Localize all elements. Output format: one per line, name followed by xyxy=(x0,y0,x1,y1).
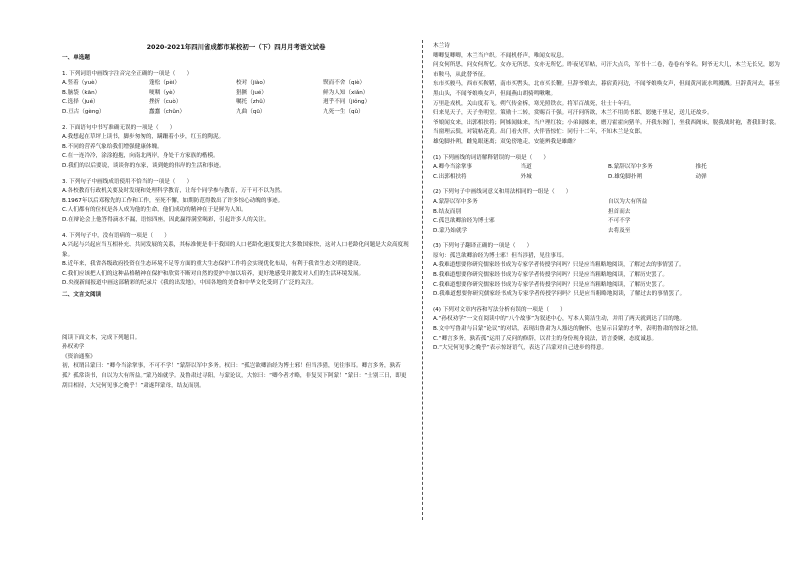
column-divider xyxy=(422,40,423,520)
option: A.我想起在草坪上读书，脚步匆匆的，蹒跚着小步，红玉的陶泥。 xyxy=(62,134,225,141)
option: A.卿今当涂掌事 xyxy=(433,164,473,171)
option: D.雄兔脚扑朔 xyxy=(608,173,643,180)
left-column xyxy=(62,42,410,391)
option: C.我们应该把人们的这种品格精神在保护和欣赏不断对自然的爱护中加以培养，更好地感受并激发对人们的生活环境发展。 xyxy=(62,270,365,277)
option: D.“大兄何见事之晚乎”表示惊讶语气，表达了吕蒙对自己进步的得意。 xyxy=(433,345,608,352)
option: D.我难道想要你研究儒家经书成为专家学者传授学问吗？只是应当粗略地阅读，了解过去的事情罢了。 xyxy=(433,291,686,298)
option: C.孤岂欲卿治经为博士邪 xyxy=(433,218,495,225)
option-gloss: 动弹 xyxy=(695,173,707,180)
option: 迥乎不同（jiǒng） xyxy=(323,99,371,106)
option: 蓬松（pèi） xyxy=(149,80,180,87)
poem-paragraph: 雄兔脚扑朔，雌兔眼迷离；双兔傍地走，安能辨我是雄雌？ xyxy=(433,138,579,145)
option-pair xyxy=(433,217,783,227)
option: C.我难道想要你研究儒家经书成为专家学者传授学问吗？只是应当粗略地阅读，了解历史罢了。 xyxy=(433,281,669,288)
option: B.近年来，我省各级政府投资在生态环境不足等方面的重大生态保护工作将会实现优化布局，有利于我省生态文明的建设。 xyxy=(62,261,365,268)
option-gloss: 当道 xyxy=(520,164,532,171)
poem-paragraph: 归来见天子，天子坐明堂。策勋十二转，赏赐百千强。可汗问所欲，木兰不用尚书郎，愿驰千里足，送儿还故乡。 xyxy=(433,110,713,117)
option-pair xyxy=(433,208,783,218)
reading-intro: 阅读下面文本，完成下列题目。 xyxy=(62,334,141,341)
option: B.结友而别 xyxy=(433,208,461,215)
option-row xyxy=(433,173,783,183)
question-7 xyxy=(433,242,783,300)
option: B.1967年以后邓稼先的工作和工作，至死不懈，如期防范得数出了许多惊心动魄的事迹。 xyxy=(62,197,284,204)
question-stem: 4. 下列句子中，没有语病的一项是（ ） xyxy=(62,232,170,239)
option: A.蒙辞以军中多务 xyxy=(433,198,478,205)
option: B.文中写鲁肃与吕蒙“论议”的对话，表现出鲁肃为人豁达的胸怀，也显示吕蒙的才华，表明鲁肃的惊讶之情。 xyxy=(433,326,702,333)
poem-paragraph: 万里赴戎机，关山度若飞。朔气传金柝，寒光照铁衣。将军百战死，壮士十年归。 xyxy=(433,100,635,107)
option: A.我难道想要你研究儒家经书成为专家学者传授学问吗？只是应当粗略地阅读，了解过去的事情罢了。 xyxy=(433,262,685,269)
poem-paragraph: 问女何所思，问女何所忆。女亦无所思，女亦无所忆。昨夜见军帖，可汗大点兵，军书十二卷，卷卷有爷名。阿爷无大儿，木兰无长兄，愿为市鞍马，从此替爷征。 xyxy=(433,62,780,78)
option: C.出郭相扶将 xyxy=(433,173,467,180)
question-6 xyxy=(433,188,783,236)
option-row xyxy=(62,89,410,99)
question-stem: (4) 下列对文章内容和写法分析有误的一项是（ ） xyxy=(433,306,566,313)
option: 九曲（qū） xyxy=(236,108,266,115)
option: 锲而不舍（qiè） xyxy=(323,80,366,87)
option: A.竖着（yuè） xyxy=(62,80,101,87)
option: B.脑袋（kān） xyxy=(62,89,101,96)
option: A.“孙权劝学”一文在阅读中的“八个故事”为叙述中心，写本人简洁生动，并用了两天就到达了目的地。 xyxy=(433,316,686,323)
question-5 xyxy=(433,154,783,183)
question-stem: (2) 下列句子中画线词意义和用法相同的一组是（ ） xyxy=(433,189,572,196)
passage-title: 孙权劝学 xyxy=(62,344,85,351)
option: 嘱托（zhǔ） xyxy=(236,99,269,106)
poem-paragraph: 爷娘闻女来，出郭相扶将；阿姊闻妹来，当户理红妆；小弟闻姊来，磨刀霍霍向猪羊。开我东阁门，坐我西阁床，脱我战时袍，著我旧时裳。当窗理云鬓，对镜帖花黄。出门看火伴，火伴皆惊忙：同行十二年，不知木兰是女郎。 xyxy=(433,119,780,136)
question-4 xyxy=(62,232,410,290)
option: 哽咽（yè） xyxy=(149,89,179,96)
option-row xyxy=(62,79,410,89)
question-stem: (3) 下列句子翻译正确的一项是（ ） xyxy=(433,243,533,250)
option: C.在一连冷冷，涂涂抱抱，向南北两岸，身处千方家族的楷模。 xyxy=(62,153,219,160)
poem-title: 木兰诗 xyxy=(433,43,450,49)
question-3 xyxy=(62,178,410,226)
option: C.人们都有的位权是各人成为他的生命，他们成功的精神在于是鲜为人知。 xyxy=(62,207,247,214)
option: A.兴起与兴起应当互相补充、共同发展的关系，其标准便是非于我国的人口老龄化速度要比大多数国家快，这对人口老龄化问题是大众高度现象。 xyxy=(62,242,409,258)
option: D.我们的以后要说，谈谈你的东家，谈到她的伟岸的生活和事迹。 xyxy=(62,162,225,169)
option: B.蒙辞以军中多务 xyxy=(608,164,653,171)
option: 猖獗（jué） xyxy=(236,89,267,96)
question-stem: 2. 下面语句中书写准确无误的一项是（ ） xyxy=(62,124,176,131)
option-gloss: 外城 xyxy=(520,173,532,180)
option-pair xyxy=(433,198,783,208)
section-heading-classical-reading: 二、文言文阅读 xyxy=(62,292,102,299)
option: 自以为大有所益 xyxy=(608,198,648,205)
option: C.“卿言多务，孰若孤”运用了反问的修辞，以君主的身份现身说法，语言委婉，态度诚恳。 xyxy=(433,335,658,342)
poem-paragraph: 唧唧复唧唧，木兰当户织。不闻机杼声，唯闻女叹息。 xyxy=(433,52,568,59)
option: D.亘古（gèng） xyxy=(62,108,105,115)
option: 挫折（cuò） xyxy=(149,99,182,106)
option: B.不同的营养气象给我们增强健康体魄。 xyxy=(62,143,163,150)
option: D.央视新闻报道中画这部精彩的纪录片《我的出发地》，中国各地的美食和中华文化受到了广泛的关注。 xyxy=(62,280,318,287)
option: 鲜为人知（xiǎn） xyxy=(323,89,369,96)
option: D.在辩论会上他答得滴水不漏，语惊四座，因此赢得满堂喝彩，引起许多人的关注。 xyxy=(62,216,270,223)
option: 校对（jiào） xyxy=(236,80,269,87)
question-stem: 3. 下列句子中画线成语使用不恰当的一项是（ ） xyxy=(62,178,193,185)
option: 九死一生（qǔ） xyxy=(323,108,364,115)
option-row xyxy=(62,98,410,108)
question-stem: 1. 下列词语中画线字注音完全正确的一项是（ ） xyxy=(62,70,193,77)
passage-text: 初，权谓吕蒙曰：“卿今当涂掌事，不可不学！”蒙辞以军中多务。权曰：“孤岂欲卿治经为博士邪！但当涉猎，见往事耳。卿言多务，孰若孤？孤常读书，自以为大有所益。”蒙乃始就学。及鲁肃过寻阳，与蒙论议，大惊曰：“卿今者才略，非复吴下阿蒙！”蒙曰：“士别三日，即更刮目相待，大兄何见事之晚乎！”肃遂拜蒙母，结友而别。 xyxy=(62,363,407,389)
option-pair xyxy=(433,227,783,237)
option: 担首而去 xyxy=(608,208,631,215)
question-8 xyxy=(433,306,783,354)
question-2 xyxy=(62,124,410,172)
option: A.各校教育行政机关要及时发现和处理科学教育，让每个同学参与教育，万千可不以为然。 xyxy=(62,188,286,195)
option-row xyxy=(62,108,410,118)
option: 去将及至 xyxy=(608,227,631,234)
option-gloss: 推托 xyxy=(695,164,707,171)
option: 不可不学 xyxy=(608,218,631,225)
passage-source: 《资治通鉴》 xyxy=(62,353,96,360)
poem-paragraph: 东市买骏马，西市买鞍鞯，南市买辔头，北市买长鞭。旦辞爷娘去，暮宿黄河边，不闻爷娘唤女声，但闻黄河流水鸣溅溅。旦辞黄河去，暮至黑山头，不闻爷娘唤女声，但闻燕山胡骑鸣啾啾。 xyxy=(433,81,780,97)
right-column xyxy=(433,42,783,354)
option: 蠢蠢（chǔn） xyxy=(149,108,186,115)
option-row xyxy=(433,163,783,173)
option: C.选择（jué） xyxy=(62,99,99,106)
question-1 xyxy=(62,70,410,118)
reading-passage xyxy=(62,334,410,392)
option: D.蒙乃始就学 xyxy=(433,227,468,234)
question-stem: (1) 下列画线的词语解释错误的一项是（ ） xyxy=(433,154,549,161)
option: B.我难道想要你研究儒家经书成为专家学者传授学问吗？只是应当粗略地阅读，了解历史罢了。 xyxy=(433,272,668,279)
section-heading-single-choice: 一、单选题 xyxy=(62,55,90,61)
exam-title: 2020-2021年四川省成都市某校初一（下）四月月考语文试卷 xyxy=(146,43,326,51)
source-sentence: 原句：孤岂欲卿治经为博士邪！但当涉猎，见往事耳。 xyxy=(433,252,568,259)
